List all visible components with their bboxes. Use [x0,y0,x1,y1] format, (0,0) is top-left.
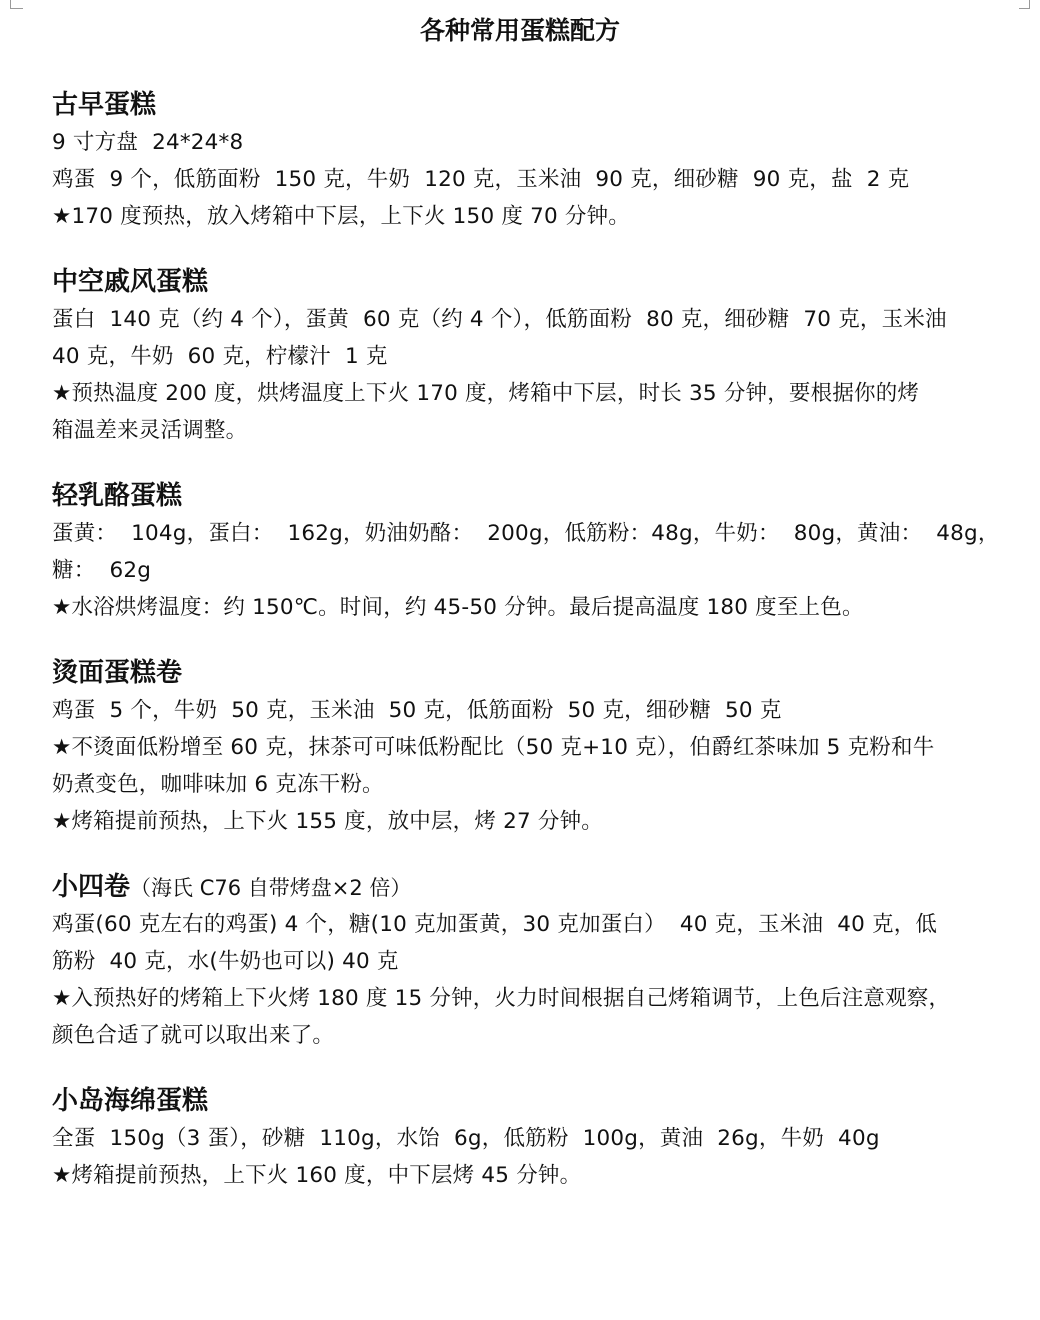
recipe-text-line: ★水浴烘烤温度：约 150℃。时间，约 45-50 分钟。最后提高温度 180 度至上色。 [52,595,864,620]
recipe-block [52,1082,1037,1194]
recipe-block [52,654,1037,840]
recipe-text-line: 鸡蛋(60 克左右的鸡蛋) 4 个，糖(10 克加蛋黄，30 克加蛋白） 40 克，玉米油 40 克，低 [52,912,938,937]
recipe-text-line: ★烤箱提前预热，上下火 160 度，中下层烤 45 分钟。 [52,1163,582,1188]
recipe-heading [52,1082,1037,1120]
recipe-heading [52,654,1037,692]
recipe-text-line: 鸡蛋 9 个，低筋面粉 150 克，牛奶 120 克，玉米油 90 克，细砂糖 90 克，盐 2 克 [52,167,910,192]
recipe-text-line: 鸡蛋 5 个，牛奶 50 克，玉米油 50 克，低筋面粉 50 克，细砂糖 50 克 [52,698,782,723]
recipe-text-line: 蛋白 140 克（约 4 个），蛋黄 60 克（约 4 个），低筋面粉 80 克，细砂糖 70 克，玉米油 [52,307,947,332]
recipe-heading [52,263,1037,301]
recipe-name: 小四卷 [52,872,131,902]
corner-crop-mark-left [10,0,23,9]
recipe-text-line: 奶煮变色，咖啡味加 6 克冻干粉。 [52,772,384,797]
recipe-block [52,263,1037,449]
recipe-heading [52,477,1037,515]
recipe-list [52,86,1037,1222]
recipe-text-line: 全蛋 150g（3 蛋），砂糖 110g，水饴 6g，低筋粉 100g，黄油 26g，牛奶 40g [52,1126,880,1151]
recipe-text-line: ★不烫面低粉增至 60 克，抹茶可可味低粉配比（50 克+10 克），伯爵红茶味加 5 克粉和牛 [52,735,935,760]
recipe-heading [52,86,1037,124]
recipe-block [52,868,1037,1054]
recipe-text-line: 40 克，牛奶 60 克，柠檬汁 1 克 [52,344,388,369]
recipe-name: 轻乳酪蛋糕 [52,481,183,511]
recipe-note: （海氏 C76 自带烤盘×2 倍） [130,876,412,900]
page-title: 各种常用蛋糕配方 [419,16,620,45]
recipe-text-line: ★预热温度 200 度，烘烤温度上下火 170 度，烤箱中下层，时长 35 分钟，要根据你的烤 [52,381,920,406]
recipe-text-line: 蛋黄： 104g，蛋白： 162g，奶油奶酪： 200g，低筋粉：48g，牛奶： 80g，黄油： 48g， [52,521,1000,546]
recipe-text-line: 箱温差来灵活调整。 [52,418,248,443]
recipe-heading [52,868,1037,906]
recipe-text-line: 筋粉 40 克，水(牛奶也可以) 40 克 [52,949,399,974]
recipe-block [52,86,1037,235]
recipe-text-line: 糖： 62g [52,558,152,583]
recipe-name: 古早蛋糕 [52,90,157,120]
recipe-text-line: 9 寸方盘 24*24*8 [52,130,244,155]
recipe-text-line: ★入预热好的烤箱上下火烤 180 度 15 分钟，火力时间根据自己烤箱调节，上色后注意观察， [52,986,951,1011]
recipe-text-line: 颜色合适了就可以取出来了。 [52,1023,335,1048]
recipe-name: 小岛海绵蛋糕 [52,1086,209,1116]
recipe-text-line: ★烤箱提前预热，上下火 155 度，放中层，烤 27 分钟。 [52,809,604,834]
recipe-text-line: ★170 度预热，放入烤箱中下层，上下火 150 度 70 分钟。 [52,204,630,229]
corner-crop-mark-right [1019,0,1030,9]
recipe-name: 中空戚风蛋糕 [52,267,209,297]
recipe-block [52,477,1037,626]
recipe-name: 烫面蛋糕卷 [52,658,183,688]
